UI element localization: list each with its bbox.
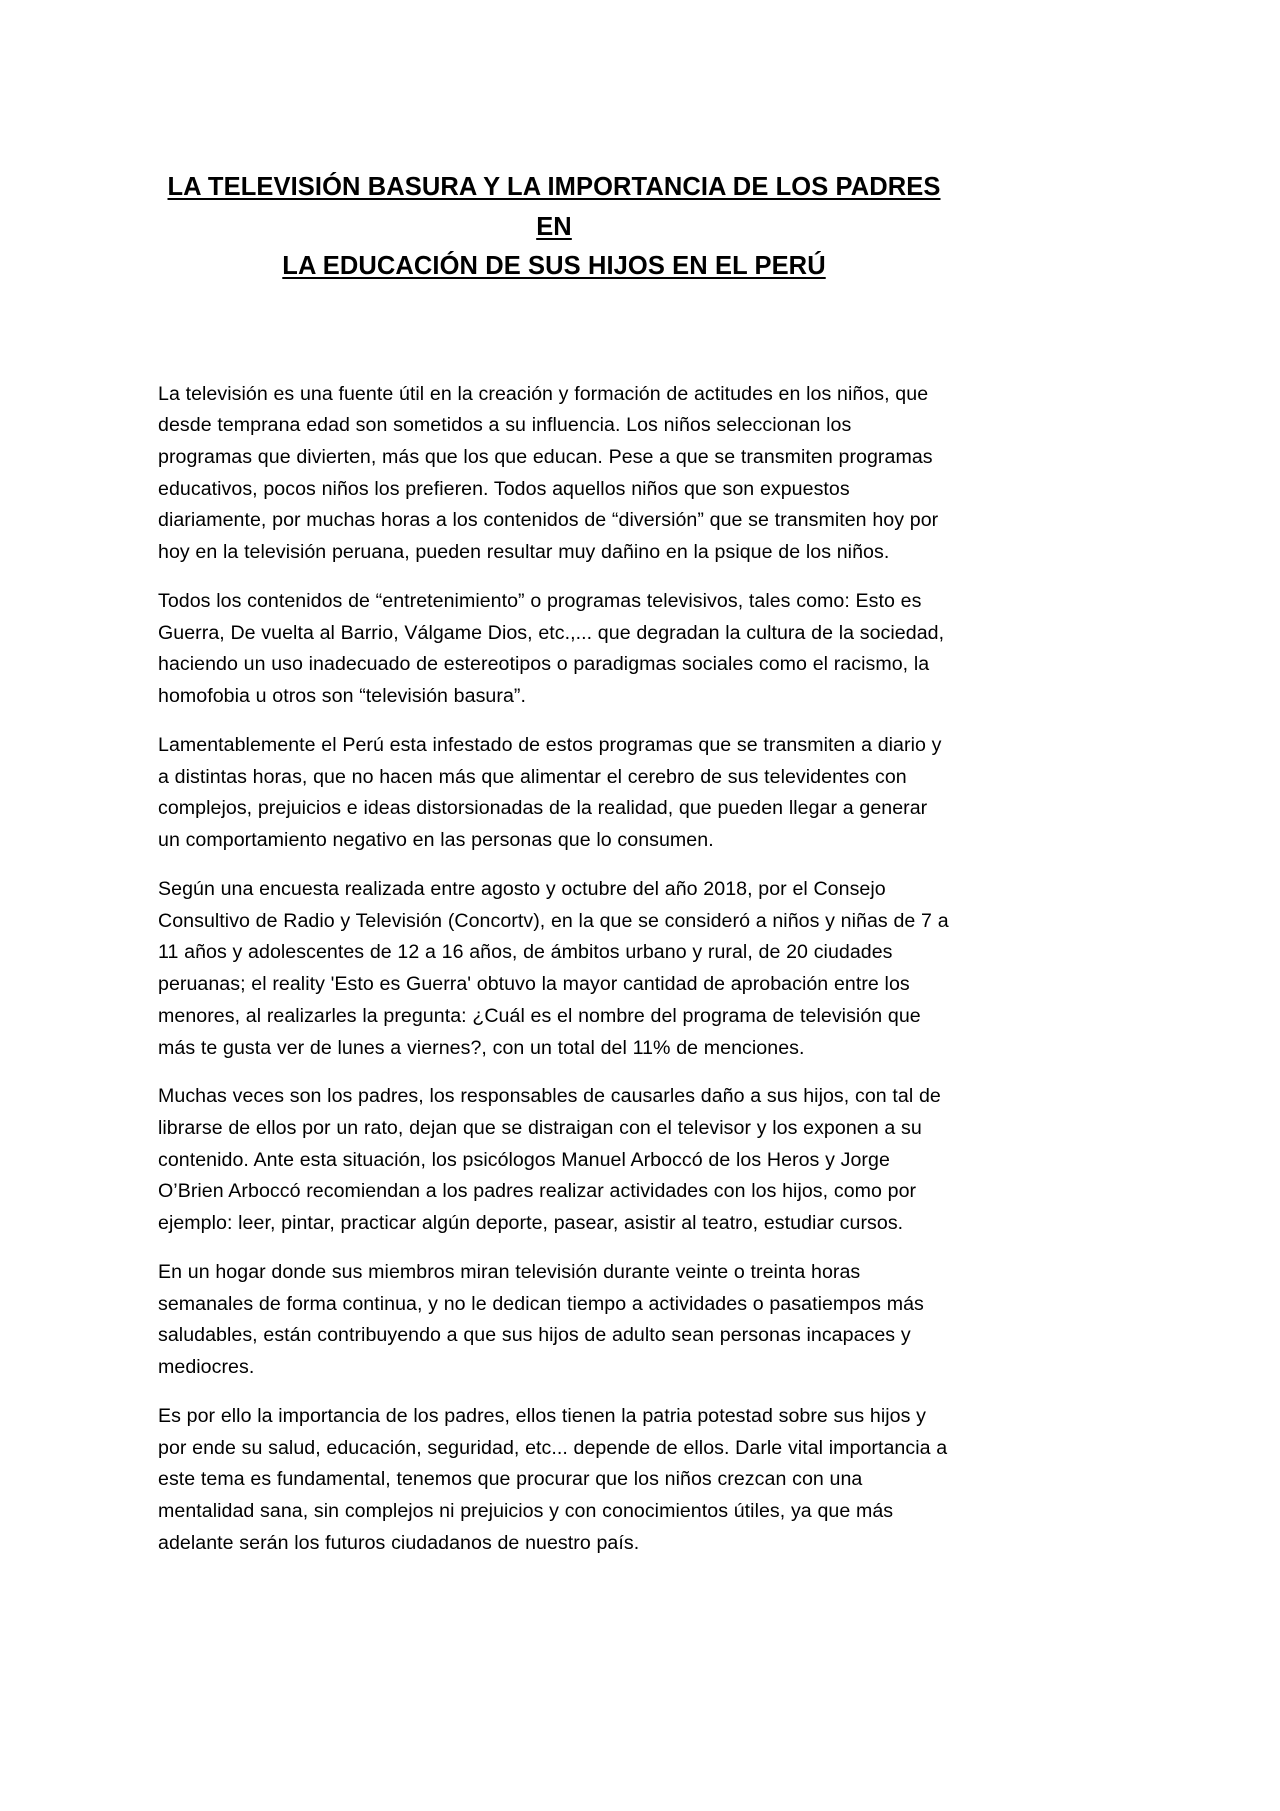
paragraph: Todos los contenidos de “entretenimiento” o programas televisivos, tales como: Esto es Guerra, De vuelta al Barrio, Válgame Dios, etc.,... que degradan la cultura de la sociedad, haciendo un uso inadecuado de estereotipos o paradigmas sociales como el racismo, la homofobia u otros son “televisión basura”. <box>158 589 945 708</box>
paragraph: Lamentablemente el Perú esta infestado de estos programas que se transmiten a diario y a distintas horas, que no hacen más que alimentar el cerebro de sus televidentes con complejos, prejuicios e ideas distorsionadas de la realidad, que pueden llegar a generar un comportamiento negativo en las personas que lo consumen. <box>158 733 942 852</box>
page-title-line-2: LA EDUCACIÓN DE SUS HIJOS EN EL PERÚ <box>282 252 826 281</box>
paragraph: La televisión es una fuente útil en la creación y formación de actitudes en los niños, que desde temprana edad son sometidos a su influencia. Los niños seleccionan los programas que divierten, más que los que educan. Pese a que se transmiten programas educativos, pocos niños los prefieren. Todos aquellos niños que son expuestos diariamente, por muchas horas a los contenidos de “diversión” que se transmiten hoy por hoy en la televisión peruana, pueden resultar muy dañino en la psique de los niños. <box>158 382 939 564</box>
paragraph: En un hogar donde sus miembros miran televisión durante veinte o treinta horas semanales de forma continua, y no le dedican tiempo a actividades o pasatiempos más saludables, están contribuyendo a que sus hijos de adulto sean personas incapaces y mediocres. <box>158 1260 924 1379</box>
document-body <box>158 168 950 1560</box>
page-title-line-1: LA TELEVISIÓN BASURA Y LA IMPORTANCIA DE LOS PADRES EN <box>167 173 941 241</box>
paragraph: Según una encuesta realizada entre agosto y octubre del año 2018, por el Consejo Consultivo de Radio y Televisión (Concortv), en la que se consideró a niños y niñas de 7 a 11 años y adolescentes de 12 a 16 años, de ámbitos urbano y rural, de 20 ciudades peruanas; el reality 'Esto es Guerra' obtuvo la mayor cantidad de aprobación entre los menores, al realizarles la pregunta: ¿Cuál es el nombre del programa de televisión que más te gusta ver de lunes a viernes?, con un total del 11% de menciones. <box>158 877 949 1059</box>
document-paragraphs <box>158 379 950 1560</box>
paragraph: Muchas veces son los padres, los responsables de causarles daño a sus hijos, con tal de librarse de ellos por un rato, dejan que se distraigan con el televisor y los exponen a su contenido. Ante esta situación, los psicólogos Manuel Arboccó de los Heros y Jorge O’Brien Arboccó recomiendan a los padres realizar actividades con los hijos, como por ejemplo: leer, pintar, practicar algún deporte, pasear, asistir al teatro, estudiar cursos. <box>158 1085 941 1235</box>
page-title <box>158 168 950 287</box>
paragraph: Es por ello la importancia de los padres, ellos tienen la patria potestad sobre sus hijos y por ende su salud, educación, seguridad, etc... depende de ellos. Darle vital importancia a este tema es fundamental, tenemos que procurar que los niños crezcan con una mentalidad sana, sin complejos ni prejuicios y con conocimientos útiles, ya que más adelante serán los futuros ciudadanos de nuestro país. <box>158 1404 948 1554</box>
